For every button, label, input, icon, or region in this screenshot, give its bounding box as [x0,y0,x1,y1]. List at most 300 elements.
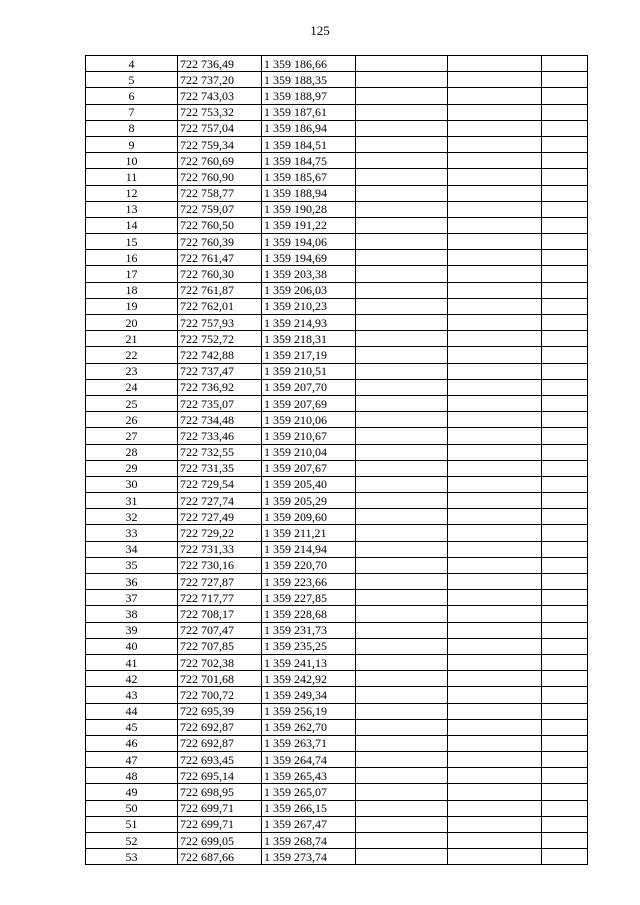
x-coordinate-cell: 722 731,35 [178,460,262,476]
table-row [86,428,588,444]
table-row [86,153,588,169]
empty-cell [356,56,448,72]
empty-cell [448,88,542,104]
y-coordinate-cell: 1 359 184,75 [262,153,356,169]
y-coordinate-cell: 1 359 186,66 [262,56,356,72]
y-coordinate-cell: 1 359 207,69 [262,395,356,411]
empty-cell [448,735,542,751]
empty-cell [448,460,542,476]
x-coordinate-cell: 722 729,22 [178,525,262,541]
table-row [86,347,588,363]
point-number-cell: 43 [86,687,178,703]
empty-cell [356,88,448,104]
point-number-cell: 5 [86,72,178,88]
empty-cell [542,428,588,444]
y-coordinate-cell: 1 359 188,35 [262,72,356,88]
x-coordinate-cell: 722 733,46 [178,428,262,444]
x-coordinate-cell: 722 695,39 [178,703,262,719]
empty-cell [448,622,542,638]
empty-cell [542,298,588,314]
empty-cell [356,363,448,379]
x-coordinate-cell: 722 699,71 [178,816,262,832]
y-coordinate-cell: 1 359 207,70 [262,379,356,395]
table-row [86,56,588,72]
empty-cell [356,217,448,233]
y-coordinate-cell: 1 359 186,94 [262,120,356,136]
empty-cell [542,638,588,654]
empty-cell [356,460,448,476]
table-row [86,849,588,865]
point-number-cell: 16 [86,250,178,266]
point-number-cell: 22 [86,347,178,363]
empty-cell [542,719,588,735]
empty-cell [448,315,542,331]
table-row [86,395,588,411]
point-number-cell: 23 [86,363,178,379]
empty-cell [356,201,448,217]
point-number-cell: 34 [86,541,178,557]
y-coordinate-cell: 1 359 249,34 [262,687,356,703]
point-number-cell: 44 [86,703,178,719]
x-coordinate-cell: 722 760,30 [178,266,262,282]
empty-cell [448,719,542,735]
empty-cell [542,201,588,217]
empty-cell [356,444,448,460]
empty-cell [356,574,448,590]
table-row [86,298,588,314]
empty-cell [448,687,542,703]
empty-cell [542,849,588,865]
y-coordinate-cell: 1 359 242,92 [262,671,356,687]
point-number-cell: 10 [86,153,178,169]
empty-cell [448,395,542,411]
table-row [86,201,588,217]
x-coordinate-cell: 722 707,85 [178,638,262,654]
x-coordinate-cell: 722 737,47 [178,363,262,379]
empty-cell [356,638,448,654]
x-coordinate-cell: 722 735,07 [178,395,262,411]
page-number: 125 [310,23,330,38]
x-coordinate-cell: 722 701,68 [178,671,262,687]
point-number-cell: 47 [86,752,178,768]
point-number-cell: 48 [86,768,178,784]
point-number-cell: 11 [86,169,178,185]
y-coordinate-cell: 1 359 220,70 [262,557,356,573]
empty-cell [356,735,448,751]
y-coordinate-cell: 1 359 265,07 [262,784,356,800]
y-coordinate-cell: 1 359 205,29 [262,493,356,509]
empty-cell [542,217,588,233]
y-coordinate-cell: 1 359 184,51 [262,136,356,152]
point-number-cell: 37 [86,590,178,606]
y-coordinate-cell: 1 359 241,13 [262,654,356,670]
empty-cell [356,266,448,282]
empty-cell [542,234,588,250]
x-coordinate-cell: 722 757,93 [178,315,262,331]
y-coordinate-cell: 1 359 231,73 [262,622,356,638]
point-number-cell: 52 [86,833,178,849]
y-coordinate-cell: 1 359 217,19 [262,347,356,363]
empty-cell [542,56,588,72]
x-coordinate-cell: 722 762,01 [178,298,262,314]
empty-cell [542,541,588,557]
y-coordinate-cell: 1 359 188,94 [262,185,356,201]
empty-cell [448,298,542,314]
empty-cell [448,56,542,72]
empty-cell [542,250,588,266]
empty-cell [356,169,448,185]
y-coordinate-cell: 1 359 210,23 [262,298,356,314]
table-row [86,541,588,557]
y-coordinate-cell: 1 359 209,60 [262,509,356,525]
table-row [86,88,588,104]
empty-cell [542,363,588,379]
x-coordinate-cell: 722 761,87 [178,282,262,298]
empty-cell [448,525,542,541]
table-row [86,557,588,573]
empty-cell [542,525,588,541]
x-coordinate-cell: 722 731,33 [178,541,262,557]
empty-cell [542,752,588,768]
x-coordinate-cell: 722 760,50 [178,217,262,233]
point-number-cell: 15 [86,234,178,250]
y-coordinate-cell: 1 359 266,15 [262,800,356,816]
empty-cell [542,282,588,298]
table-row [86,833,588,849]
empty-cell [542,444,588,460]
point-number-cell: 49 [86,784,178,800]
empty-cell [542,72,588,88]
empty-cell [542,574,588,590]
point-number-cell: 39 [86,622,178,638]
empty-cell [448,752,542,768]
empty-cell [448,250,542,266]
empty-cell [356,816,448,832]
empty-cell [356,590,448,606]
x-coordinate-cell: 722 752,72 [178,331,262,347]
empty-cell [448,104,542,120]
y-coordinate-cell: 1 359 206,03 [262,282,356,298]
empty-cell [448,153,542,169]
point-number-cell: 21 [86,331,178,347]
empty-cell [542,476,588,492]
empty-cell [542,816,588,832]
point-number-cell: 26 [86,412,178,428]
point-number-cell: 24 [86,379,178,395]
empty-cell [542,735,588,751]
empty-cell [542,153,588,169]
empty-cell [542,136,588,152]
empty-cell [356,347,448,363]
table-row [86,476,588,492]
table-row [86,104,588,120]
empty-cell [542,169,588,185]
x-coordinate-cell: 722 759,07 [178,201,262,217]
table-row [86,574,588,590]
empty-cell [542,315,588,331]
y-coordinate-cell: 1 359 210,67 [262,428,356,444]
y-coordinate-cell: 1 359 228,68 [262,606,356,622]
table-row [86,234,588,250]
empty-cell [542,622,588,638]
x-coordinate-cell: 722 700,72 [178,687,262,703]
empty-cell [356,379,448,395]
y-coordinate-cell: 1 359 205,40 [262,476,356,492]
empty-cell [448,428,542,444]
empty-cell [542,509,588,525]
point-number-cell: 19 [86,298,178,314]
x-coordinate-cell: 722 702,38 [178,654,262,670]
empty-cell [448,800,542,816]
table-row [86,315,588,331]
empty-cell [356,282,448,298]
table-row [86,444,588,460]
y-coordinate-cell: 1 359 262,70 [262,719,356,735]
empty-cell [356,298,448,314]
point-number-cell: 14 [86,217,178,233]
table-row [86,185,588,201]
empty-cell [356,315,448,331]
point-number-cell: 31 [86,493,178,509]
empty-cell [448,347,542,363]
table-row [86,136,588,152]
empty-cell [448,120,542,136]
empty-cell [448,574,542,590]
table-row [86,671,588,687]
table-row [86,768,588,784]
empty-cell [356,671,448,687]
empty-cell [542,768,588,784]
point-number-cell: 30 [86,476,178,492]
x-coordinate-cell: 722 760,69 [178,153,262,169]
empty-cell [448,833,542,849]
y-coordinate-cell: 1 359 203,38 [262,266,356,282]
x-coordinate-cell: 722 758,77 [178,185,262,201]
y-coordinate-cell: 1 359 214,94 [262,541,356,557]
empty-cell [542,590,588,606]
empty-cell [448,185,542,201]
empty-cell [356,250,448,266]
x-coordinate-cell: 722 687,66 [178,849,262,865]
x-coordinate-cell: 722 698,95 [178,784,262,800]
table-row [86,493,588,509]
empty-cell [448,557,542,573]
coordinates-table [85,55,588,865]
y-coordinate-cell: 1 359 235,25 [262,638,356,654]
empty-cell [356,703,448,719]
empty-cell [448,72,542,88]
empty-cell [448,412,542,428]
table-row [86,266,588,282]
empty-cell [356,136,448,152]
point-number-cell: 27 [86,428,178,444]
empty-cell [356,104,448,120]
point-number-cell: 12 [86,185,178,201]
y-coordinate-cell: 1 359 188,97 [262,88,356,104]
empty-cell [356,493,448,509]
empty-cell [448,541,542,557]
empty-cell [448,363,542,379]
empty-cell [356,331,448,347]
empty-cell [542,800,588,816]
table-row [86,412,588,428]
point-number-cell: 13 [86,201,178,217]
empty-cell [448,671,542,687]
empty-cell [542,395,588,411]
y-coordinate-cell: 1 359 264,74 [262,752,356,768]
coordinates-table-body [86,56,588,865]
point-number-cell: 53 [86,849,178,865]
empty-cell [356,541,448,557]
point-number-cell: 29 [86,460,178,476]
table-row [86,217,588,233]
empty-cell [448,768,542,784]
point-number-cell: 20 [86,315,178,331]
y-coordinate-cell: 1 359 185,67 [262,169,356,185]
empty-cell [356,784,448,800]
table-row [86,169,588,185]
y-coordinate-cell: 1 359 210,04 [262,444,356,460]
empty-cell [542,412,588,428]
x-coordinate-cell: 722 727,87 [178,574,262,590]
empty-cell [448,169,542,185]
empty-cell [542,460,588,476]
empty-cell [448,217,542,233]
empty-cell [542,266,588,282]
x-coordinate-cell: 722 736,49 [178,56,262,72]
point-number-cell: 35 [86,557,178,573]
empty-cell [448,816,542,832]
empty-cell [356,509,448,525]
empty-cell [448,703,542,719]
x-coordinate-cell: 722 695,14 [178,768,262,784]
empty-cell [448,849,542,865]
empty-cell [448,282,542,298]
empty-cell [448,234,542,250]
empty-cell [542,347,588,363]
table-row [86,590,588,606]
empty-cell [448,476,542,492]
table-row [86,816,588,832]
empty-cell [356,833,448,849]
empty-cell [542,687,588,703]
empty-cell [448,606,542,622]
empty-cell [356,525,448,541]
point-number-cell: 45 [86,719,178,735]
empty-cell [356,768,448,784]
table-row [86,363,588,379]
empty-cell [542,185,588,201]
x-coordinate-cell: 722 743,03 [178,88,262,104]
point-number-cell: 18 [86,282,178,298]
empty-cell [356,234,448,250]
empty-cell [448,136,542,152]
empty-cell [356,687,448,703]
x-coordinate-cell: 722 699,71 [178,800,262,816]
x-coordinate-cell: 722 717,77 [178,590,262,606]
x-coordinate-cell: 722 693,45 [178,752,262,768]
y-coordinate-cell: 1 359 191,22 [262,217,356,233]
empty-cell [356,557,448,573]
empty-cell [356,185,448,201]
empty-cell [542,379,588,395]
empty-cell [356,395,448,411]
empty-cell [356,120,448,136]
empty-cell [448,444,542,460]
x-coordinate-cell: 722 699,05 [178,833,262,849]
point-number-cell: 41 [86,654,178,670]
empty-cell [542,557,588,573]
y-coordinate-cell: 1 359 210,51 [262,363,356,379]
empty-cell [448,331,542,347]
table-row [86,638,588,654]
x-coordinate-cell: 722 737,20 [178,72,262,88]
point-number-cell: 4 [86,56,178,72]
table-row [86,784,588,800]
x-coordinate-cell: 722 707,47 [178,622,262,638]
table-row [86,509,588,525]
empty-cell [356,719,448,735]
empty-cell [448,654,542,670]
point-number-cell: 33 [86,525,178,541]
table-row [86,703,588,719]
empty-cell [542,606,588,622]
empty-cell [542,784,588,800]
empty-cell [356,412,448,428]
point-number-cell: 46 [86,735,178,751]
point-number-cell: 7 [86,104,178,120]
y-coordinate-cell: 1 359 265,43 [262,768,356,784]
empty-cell [448,201,542,217]
empty-cell [448,590,542,606]
table-row [86,735,588,751]
y-coordinate-cell: 1 359 214,93 [262,315,356,331]
y-coordinate-cell: 1 359 268,74 [262,833,356,849]
y-coordinate-cell: 1 359 210,06 [262,412,356,428]
x-coordinate-cell: 722 742,88 [178,347,262,363]
point-number-cell: 25 [86,395,178,411]
y-coordinate-cell: 1 359 218,31 [262,331,356,347]
point-number-cell: 51 [86,816,178,832]
empty-cell [356,428,448,444]
empty-cell [448,493,542,509]
y-coordinate-cell: 1 359 267,47 [262,816,356,832]
table-row [86,687,588,703]
x-coordinate-cell: 722 727,74 [178,493,262,509]
empty-cell [356,752,448,768]
y-coordinate-cell: 1 359 194,69 [262,250,356,266]
table-row [86,719,588,735]
empty-cell [448,509,542,525]
y-coordinate-cell: 1 359 227,85 [262,590,356,606]
empty-cell [448,638,542,654]
empty-cell [542,671,588,687]
x-coordinate-cell: 722 759,34 [178,136,262,152]
table-row [86,752,588,768]
empty-cell [356,849,448,865]
empty-cell [542,120,588,136]
x-coordinate-cell: 722 727,49 [178,509,262,525]
point-number-cell: 40 [86,638,178,654]
x-coordinate-cell: 722 760,39 [178,234,262,250]
x-coordinate-cell: 722 732,55 [178,444,262,460]
x-coordinate-cell: 722 730,16 [178,557,262,573]
empty-cell [356,654,448,670]
empty-cell [448,784,542,800]
empty-cell [542,104,588,120]
point-number-cell: 38 [86,606,178,622]
table-row [86,622,588,638]
